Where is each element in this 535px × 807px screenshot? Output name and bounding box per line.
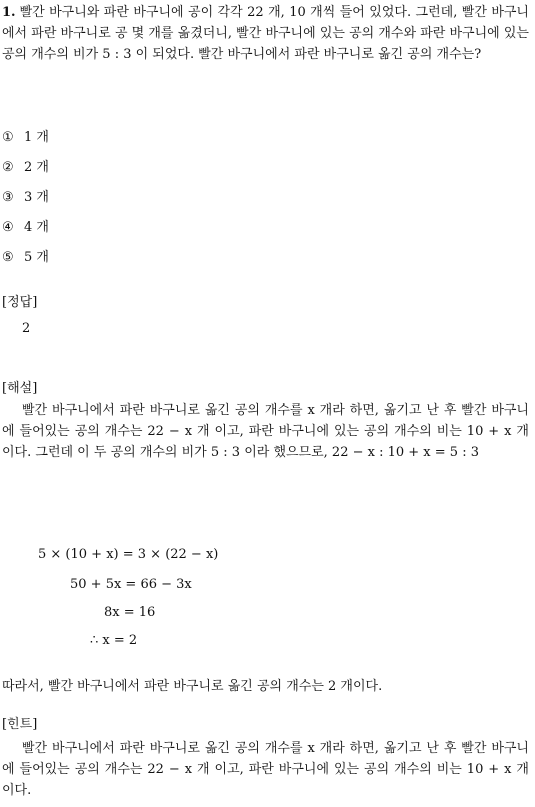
choice-1[interactable] [2, 128, 49, 158]
equation-step-1: 5 × (10 + x) = 3 × (22 − x) [38, 547, 219, 562]
hint-paragraph: 빨간 바구니에서 파란 바구니로 옮긴 공의 개수를 x 개라 하면, 옮기고 난 후 빨간 바구니에 들어있는 공의 개수는 22 − x 개 이고, 파란 바구니에 있는 공의 개수의 비는 10 + x 개 이다. [2, 741, 529, 798]
hint-label: [힌트] [2, 717, 38, 732]
choice-3[interactable] [2, 188, 49, 218]
choice-5[interactable] [2, 248, 49, 278]
choice-2[interactable] [2, 158, 49, 188]
choice-3-mark: ③ [2, 190, 14, 205]
problem-text: 빨간 바구니와 파란 바구니에 공이 각각 22 개, 10 개씩 들어 있었다. 그런데, 빨간 바구니에서 파란 바구니로 공 몇 개를 옮겼더니, 빨간 바구니에 있는 공의 개수와 파란 바구니에 있는 공의 개수의 비가 5 : 3 이 되었다. 빨간 바구니에서 파란 바구니로 옮긴 공의 개수는? [2, 5, 529, 62]
equation-step-2: 50 + 5x = 66 − 3x [70, 577, 192, 592]
choice-1-mark: ① [2, 130, 14, 145]
choice-5-mark: ⑤ [2, 250, 14, 265]
explanation-conclusion: 따라서, 빨간 바구니에서 파란 바구니로 옮긴 공의 개수는 2 개이다. [2, 679, 383, 694]
answer-value: 2 [22, 321, 31, 336]
explanation-paragraph: 빨간 바구니에서 파란 바구니로 옮긴 공의 개수를 x 개라 하면, 옮기고 난 후 빨간 바구니에 들어있는 공의 개수는 22 − x 개 이고, 파란 바구니에 있는 공의 개수의 비는 10 + x 개 이다. 그런데 이 두 공의 개수의 비가 5 : 3 이라 했으므로, 22 − x : 10 + x = 5 : 3 [2, 403, 529, 460]
choice-4[interactable] [2, 218, 49, 248]
answer-label: [정답] [2, 295, 38, 310]
choice-1-text: 1 개 [24, 130, 49, 145]
explanation-label: [해설] [2, 381, 38, 396]
choice-2-mark: ② [2, 160, 14, 175]
choice-2-text: 2 개 [24, 160, 49, 175]
equation-step-3: 8x = 16 [104, 605, 156, 620]
equation-step-4: ∴ x = 2 [90, 633, 138, 648]
choice-4-mark: ④ [2, 220, 14, 235]
choice-4-text: 4 개 [24, 220, 49, 235]
answer-choices [2, 128, 49, 278]
choice-5-text: 5 개 [24, 250, 49, 265]
choice-3-text: 3 개 [24, 190, 49, 205]
problem-statement [2, 2, 529, 65]
problem-number: 1. [2, 5, 16, 20]
